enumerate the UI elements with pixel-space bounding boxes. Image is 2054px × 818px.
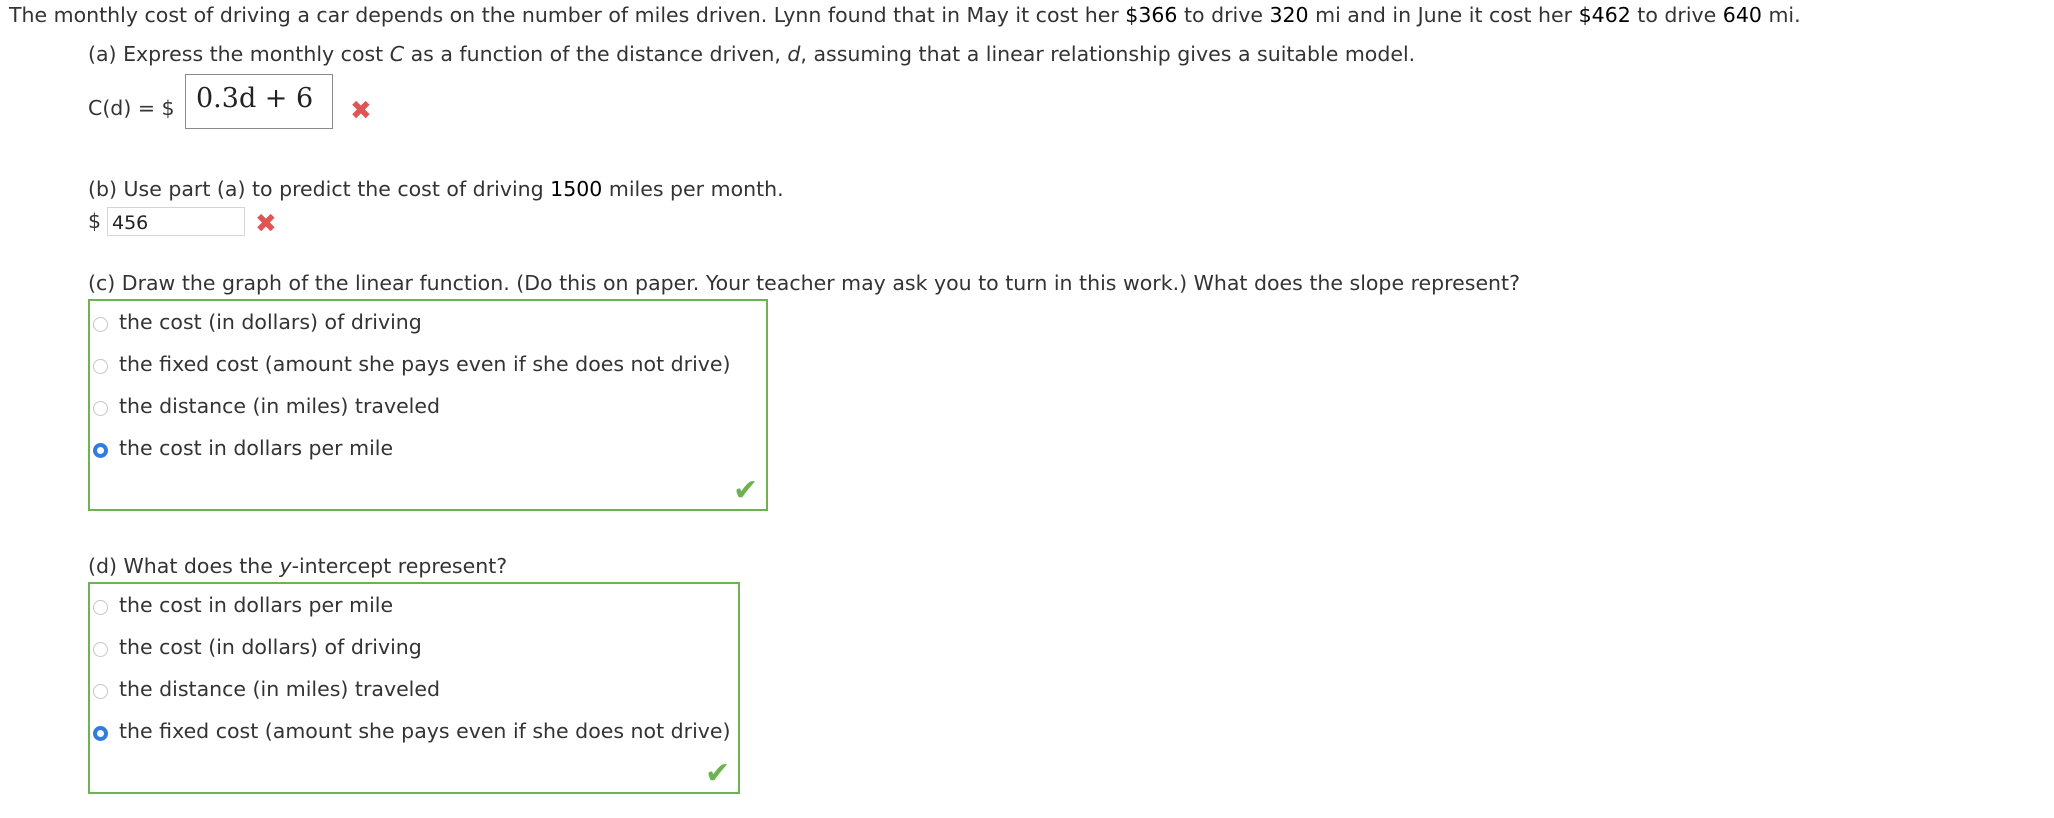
checkmark-icon: ✔ xyxy=(705,756,731,791)
part-c-question: (c) Draw the graph of the linear function. (Do this on paper. Your teacher may ask you to turn in this work.) What does the slope represent? xyxy=(88,271,1520,295)
variable-c: C xyxy=(389,42,405,66)
y-intercept-option[interactable]: the distance (in miles) traveled xyxy=(93,677,440,702)
may-cost-value: $366 xyxy=(1125,3,1178,27)
radio-button-selected[interactable] xyxy=(93,726,108,741)
variable-d: d xyxy=(787,42,801,66)
intro-text: mi. xyxy=(1761,3,1801,27)
cost-function-answer: 0.3d + 6 xyxy=(196,83,314,114)
slope-choices xyxy=(88,299,768,511)
may-miles-value: 320 xyxy=(1269,3,1309,27)
y-intercept-option-selected[interactable]: the fixed cost (amount she pays even if she does not drive) xyxy=(93,719,731,744)
slope-option[interactable]: the distance (in miles) traveled xyxy=(93,394,440,419)
june-miles-value: 640 xyxy=(1722,3,1762,27)
radio-button[interactable] xyxy=(93,317,108,332)
y-intercept-option[interactable]: the cost in dollars per mile xyxy=(93,593,393,618)
intro-text: to drive xyxy=(1630,3,1723,27)
part-a-question: (a) Express the monthly cost C as a function of the distance driven, d, assuming that a linear relationship gives a suitable model. xyxy=(88,42,1416,66)
radio-button[interactable] xyxy=(93,684,108,699)
currency-label: $ xyxy=(88,209,102,233)
part-d-question: (d) What does the y-intercept represent? xyxy=(88,554,508,578)
problem-statement xyxy=(9,3,1801,28)
cost-function-label: C(d) = $ xyxy=(88,96,175,120)
miles-value: 1500 xyxy=(550,177,603,201)
june-cost-value: $462 xyxy=(1578,3,1631,27)
intro-text: mi and in June it cost her xyxy=(1308,3,1579,27)
radio-button[interactable] xyxy=(93,359,108,374)
radio-button[interactable] xyxy=(93,401,108,416)
y-intercept-choices xyxy=(88,582,740,794)
y-intercept-option[interactable]: the cost (in dollars) of driving xyxy=(93,635,422,660)
radio-button[interactable] xyxy=(93,642,108,657)
radio-button-selected[interactable] xyxy=(93,443,108,458)
radio-button[interactable] xyxy=(93,600,108,615)
part-b-question: (b) Use part (a) to predict the cost of driving 1500 miles per month. xyxy=(88,177,784,201)
intro-text: to drive xyxy=(1177,3,1270,27)
predicted-cost-input[interactable] xyxy=(107,207,245,236)
x-mark-icon: ✖ xyxy=(350,96,372,126)
x-mark-icon: ✖ xyxy=(255,209,277,239)
slope-option-selected[interactable]: the cost in dollars per mile xyxy=(93,436,393,461)
variable-y: y xyxy=(279,554,292,578)
slope-option[interactable]: the cost (in dollars) of driving xyxy=(93,310,422,335)
slope-option[interactable]: the fixed cost (amount she pays even if she does not drive) xyxy=(93,352,731,377)
intro-text: The monthly cost of driving a car depends on the number of miles driven. Lynn found that in May it cost her xyxy=(9,3,1126,27)
cost-function-answer-field[interactable] xyxy=(185,74,333,129)
checkmark-icon: ✔ xyxy=(733,473,759,508)
